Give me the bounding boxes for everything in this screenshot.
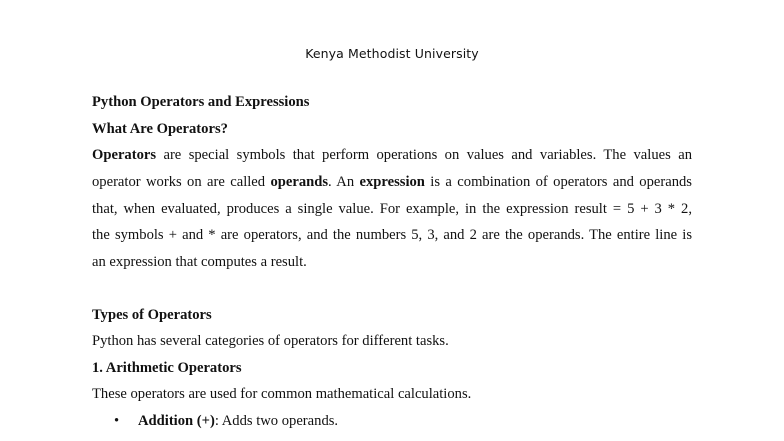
arithmetic-intro: These operators are used for common mathematical calculations. (92, 386, 472, 402)
term-operands: operands (270, 174, 329, 190)
section-heading-what-are-operators: What Are Operators? (92, 121, 228, 137)
list-item-text (138, 412, 338, 430)
paragraph-text: is a combination of operators and operands (424, 174, 692, 190)
paragraph-text: operator works on are called (92, 174, 271, 190)
section-heading-arithmetic: 1. Arithmetic Operators (92, 360, 242, 376)
page-header: Kenya Methodist University (305, 46, 479, 61)
paragraph-line-2 (92, 173, 692, 191)
document-title: Python Operators and Expressions (92, 94, 310, 110)
paragraph-line-1 (92, 146, 692, 164)
list-item-label: Addition (+) (138, 413, 215, 429)
paragraph-line-4: the symbols + and * are operators, and the numbers 5, 3, and 2 are the operands. The entire line is (92, 227, 692, 243)
paragraph-line-3: that, when evaluated, produces a single value. For example, in the expression result = 5 + 3 * 2, (92, 201, 692, 217)
term-operators: Operators (92, 147, 157, 163)
bullet-icon: • (114, 413, 120, 429)
paragraph-text: are special symbols that perform operations on values and variables. The values an (156, 147, 692, 163)
paragraph-line-5: an expression that computes a result. (92, 254, 307, 270)
types-intro: Python has several categories of operators for different tasks. (92, 333, 449, 349)
list-item-description: : Adds two operands. (214, 413, 339, 429)
paragraph-text: . An (328, 174, 360, 190)
section-heading-types: Types of Operators (92, 307, 212, 323)
term-expression: expression (359, 174, 425, 190)
